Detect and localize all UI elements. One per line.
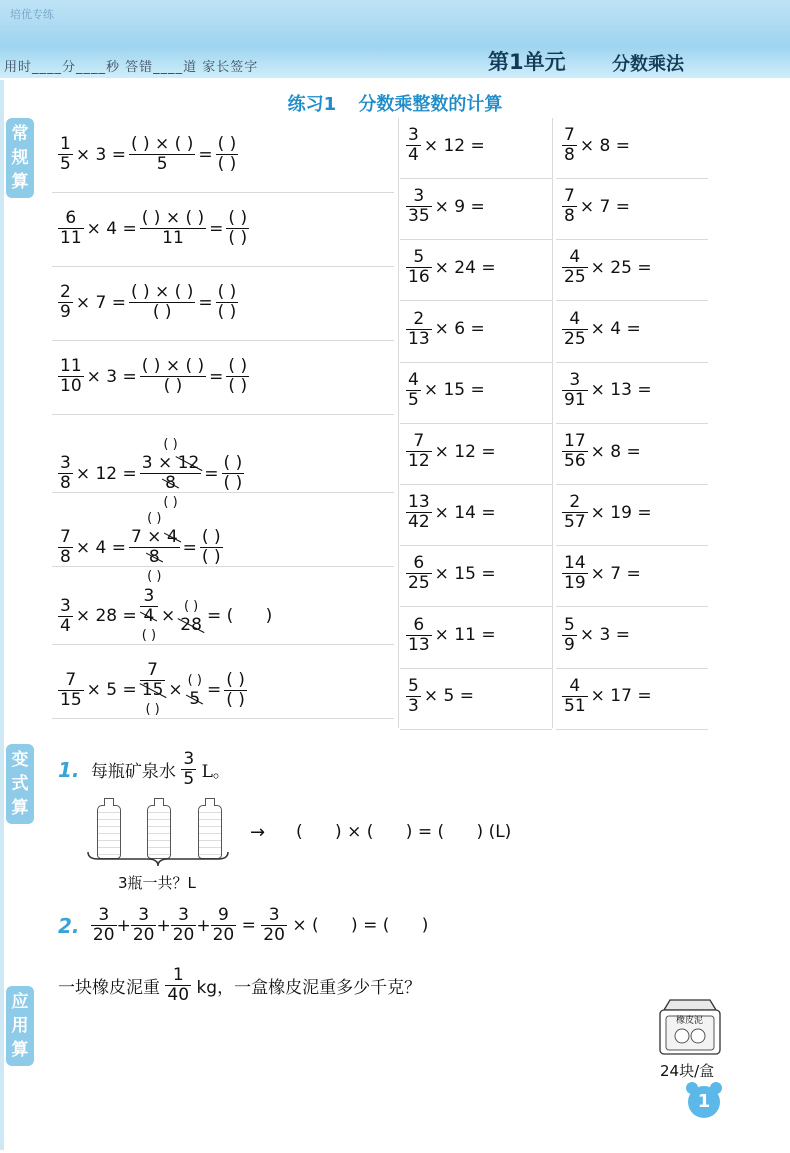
split-integer: ( ) 28 (180, 599, 202, 635)
page-header (0, 0, 790, 78)
exercise-label: 练习1 (287, 94, 337, 115)
work-fraction: $\frac{( ) \times ( )}{11}$ (141, 208, 205, 248)
unit-label: 第1单元 (488, 50, 566, 74)
problem-fraction: $\frac{6}{11}$ (60, 208, 82, 248)
q1-unit: L。 (201, 762, 230, 782)
problem-fraction: $\frac{2}{9}$ (60, 282, 71, 322)
quick-problem: $\frac{4}{25}$ × 4 = (556, 302, 708, 363)
tab-variant: 变式算 (6, 744, 34, 824)
tab-regular: 常规算 (6, 118, 34, 198)
work-fraction: $\frac{( ) \times ( )}{( )}$ (141, 356, 205, 396)
applied-question (58, 966, 421, 1005)
question-number: 2. (58, 913, 80, 938)
result-fraction: $\frac{( )}{( )}$ (228, 208, 248, 248)
reduction-fraction: ( ) 7 × 4 8 ( ) (130, 511, 178, 584)
result-fraction: $\frac{( )}{( )}$ (201, 527, 221, 567)
q1-expression: ( ) × ( ) = ( ) (L) (296, 822, 512, 842)
left-problem: $\frac{2}{9}$ × 7 = $\frac{( ) \times ( )}{( )}$ = $\frac{( )}{( )}$ (52, 266, 394, 341)
left-problem: $\frac{6}{11}$ × 4 = $\frac{( ) \times ( )}{11}$ = $\frac{( )}{( )}$ (52, 192, 394, 267)
work-fraction: $\frac{( ) \times ( )}{5}$ (130, 134, 194, 174)
problem-fraction: $\frac{3}{4}$ (60, 595, 71, 636)
bottle-caption: 3瓶一共？L (118, 874, 196, 892)
variant-q1 (58, 750, 230, 789)
quick-problem: $\frac{6}{13}$ × 11 = (400, 608, 552, 669)
problem-fraction: $\frac{5}{16}$ (408, 247, 430, 288)
problem-fraction: $\frac{11}{10}$ (60, 356, 82, 396)
clay-box-icon (656, 986, 724, 1058)
brace-icon (86, 850, 230, 868)
split-problem: $\frac{3}{4}$ × 28 = 3 4 ( ) × ( ) 28 = ( ) (52, 570, 394, 645)
result-fraction: $\frac{( )}{( )}$ (217, 282, 237, 322)
quick-problem: $\frac{13}{42}$ × 14 = (400, 485, 552, 546)
topic-label: 分数乘法 (612, 54, 684, 75)
quick-problem: $\frac{6}{25}$ × 15 = (400, 546, 552, 607)
problem-fraction: $\frac{3}{8}$ (60, 453, 71, 493)
quick-problem: $\frac{7}{8}$ × 8 = (556, 118, 708, 179)
question-number: 1. (58, 757, 80, 782)
q2-tail: × ( ) = ( ) (292, 915, 429, 936)
time-bar: 用时____分____秒 答错____道 家长签字 (4, 60, 259, 75)
column-divider (552, 118, 553, 728)
q2-rhs-fraction: $\frac{3}{20}$ (263, 905, 285, 945)
problem-fraction: $\frac{7}{15}$ (60, 669, 82, 710)
quick-problem: $\frac{3}{91}$ × 13 = (556, 363, 708, 424)
q1-fraction: $\frac{3}{5}$ (183, 749, 195, 789)
result-fraction: $\frac{( )}{( )}$ (228, 356, 248, 396)
variant-q2: 2. $\frac{3}{20}$ + $\frac{3}{20}$ + $\frac{3}{20}$ + $\frac{9}{20}$ = $\frac{3}{20}$ × ( ) = ( ) (58, 905, 429, 945)
quick-problem: $\frac{7}{8}$ × 7 = (556, 179, 708, 240)
quick-problem: $\frac{3}{35}$ × 9 = (400, 179, 552, 240)
split-integer: ( ) 5 (187, 673, 202, 709)
applied-text-a: 一块橡皮泥重 (58, 978, 160, 998)
quick-problem: $\frac{7}{12}$ × 12 = (400, 424, 552, 485)
problem-fraction: $\frac{17}{56}$ (564, 431, 586, 471)
split-problem: $\frac{7}{15}$ × 5 = 7 15 ( ) × ( ) 5 = $\frac{( )}{( )}$ (52, 644, 394, 719)
box-label: 橡皮泥 (676, 1016, 704, 1026)
reduce-problem: $\frac{7}{8}$ × 4 = ( ) 7 × 4 8 ( ) = $\frac{( )}{( )}$ (52, 492, 394, 567)
quick-problem: $\frac{5}{16}$ × 24 = (400, 240, 552, 301)
split-fraction: 3 4 ( ) (141, 586, 157, 643)
left-band (0, 80, 4, 1150)
problem-fraction: $\frac{4}{51}$ (564, 675, 586, 716)
problem-fraction: $\frac{6}{25}$ (408, 553, 430, 594)
problem-fraction: $\frac{2}{57}$ (564, 492, 586, 533)
problem-fraction: $\frac{1}{5}$ (60, 134, 71, 174)
q2-term-fraction: $\frac{3}{20}$ (92, 905, 115, 945)
quick-problem: $\frac{4}{25}$ × 25 = (556, 240, 708, 301)
applied-text-b: kg，一盒橡皮泥重多少千克？ (196, 978, 422, 998)
problem-fraction: $\frac{5}{9}$ (564, 614, 575, 655)
problem-fraction: $\frac{3}{35}$ (408, 186, 430, 227)
column-divider (398, 118, 399, 728)
quick-problem: $\frac{2}{57}$ × 19 = (556, 485, 708, 546)
problem-fraction: $\frac{7}{8}$ (564, 186, 575, 227)
problem-fraction: $\frac{13}{42}$ (408, 492, 430, 533)
quick-problem: $\frac{4}{5}$ × 15 = (400, 363, 552, 424)
left-problem: $\frac{1}{5}$ × 3 = $\frac{( ) \times ( )}{5}$ = $\frac{( )}{( )}$ (52, 118, 394, 193)
quick-problem: $\frac{17}{56}$ × 8 = (556, 424, 708, 485)
quick-problem: $\frac{14}{19}$ × 7 = (556, 546, 708, 607)
arrow-icon: → (250, 822, 266, 843)
problem-fraction: $\frac{4}{5}$ (408, 369, 419, 410)
problem-fraction: $\frac{7}{8}$ (60, 527, 71, 567)
problem-fraction: $\frac{14}{19}$ (564, 553, 586, 594)
tab-applied: 应用算 (6, 986, 34, 1066)
problem-fraction: $\frac{2}{13}$ (408, 308, 430, 349)
problem-fraction: $\frac{4}{25}$ (564, 308, 586, 349)
quick-problem: $\frac{4}{51}$ × 17 = (556, 669, 708, 730)
q1-text: 每瓶矿泉水 (90, 762, 176, 782)
quick-problem: $\frac{3}{4}$ × 12 = (400, 118, 552, 179)
quick-problem: $\frac{5}{9}$ × 3 = (556, 608, 708, 669)
quick-problem: $\frac{5}{3}$ × 5 = (400, 669, 552, 730)
result-fraction: $\frac{( )}{( )}$ (217, 134, 237, 174)
reduction-fraction: ( ) 3 × 12 8 ( ) (141, 437, 200, 510)
result-fraction: $\frac{( )}{( )}$ (223, 453, 243, 493)
q2-term-fraction: $\frac{3}{20}$ (172, 905, 195, 945)
quick-problem: $\frac{2}{13}$ × 6 = (400, 302, 552, 363)
split-fraction: 7 15 ( ) (141, 660, 164, 717)
problem-fraction: $\frac{4}{25}$ (564, 247, 586, 288)
result-fraction: $\frac{( )}{( )}$ (226, 669, 245, 710)
work-fraction: $\frac{( ) \times ( )}{( )}$ (130, 282, 194, 322)
applied-fraction: $\frac{1}{40}$ (167, 965, 190, 1005)
box-caption: 24块/盒 (660, 1062, 715, 1080)
problem-fraction: $\frac{7}{12}$ (408, 431, 430, 471)
left-problem: $\frac{11}{10}$ × 3 = $\frac{( ) \times ( )}{( )}$ = $\frac{( )}{( )}$ (52, 340, 394, 415)
problem-fraction: $\frac{6}{13}$ (408, 614, 430, 655)
page-number: 1 (688, 1086, 720, 1118)
problem-fraction: $\frac{7}{8}$ (564, 125, 575, 165)
q2-term-fraction: $\frac{3}{20}$ (132, 905, 155, 945)
reduce-problem: $\frac{3}{8}$ × 12 = ( ) 3 × 12 8 ( ) = $\frac{( )}{( )}$ (52, 418, 394, 493)
page-title (0, 90, 790, 116)
problem-fraction: $\frac{5}{3}$ (408, 675, 419, 716)
exercise-topic: 分数乘整数的计算 (358, 94, 503, 115)
problem-fraction: $\frac{3}{91}$ (564, 369, 586, 410)
q2-term-fraction: $\frac{9}{20}$ (212, 905, 235, 945)
problem-fraction: $\frac{3}{4}$ (408, 125, 419, 165)
series-name: 培优专练 (10, 8, 54, 21)
